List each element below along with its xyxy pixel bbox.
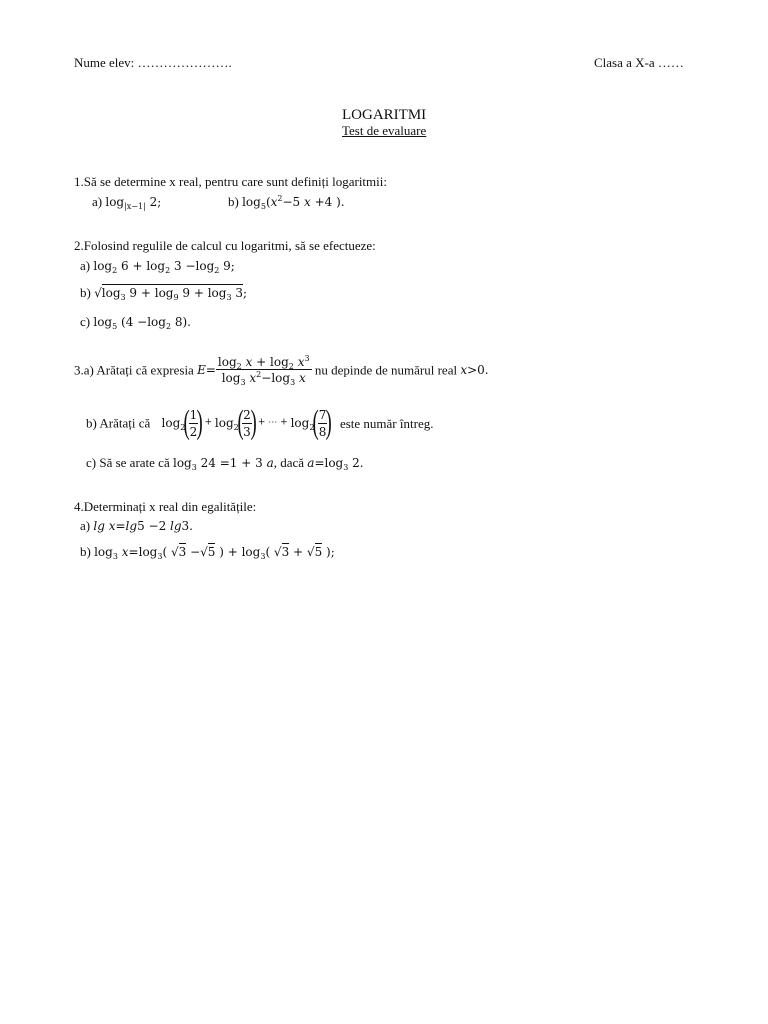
exercise-4-a: a) lg x=lg5 −2 lg3. <box>80 518 193 533</box>
exercise-4-prompt: 4.Determinați x real din egalitățile: <box>74 499 257 514</box>
exercise-3-a-intro: 3.a) Arătați că expresia <box>74 362 194 378</box>
exercise-2-c: c) $\log_5 (4 -\log_2$ 8). <box>80 314 191 331</box>
exercise-3-b: b) Arătați că $\log_2$( $\frac{1}{2}$ ) + $\log_2$( $\frac{2}{3}$ ) + ⋯ + $\log_2$( $\frac{7}{8}$ ) este număr întreg. <box>86 404 434 441</box>
exercise-3-c-mid: , dacă <box>273 455 305 470</box>
exercise-1-b: b) $\log_5(x^2-5$ x +4 ). <box>228 194 345 211</box>
exercise-2-b: b) $√\log_3$ $9 + \log_9 9 + \log_3 3$; <box>80 285 248 302</box>
student-name-line: Nume elev: …………………. <box>74 55 232 70</box>
exercise-3-c-intro: c) Să se arate că <box>86 455 170 470</box>
exercise-3-a-tail: nu depinde de numărul real <box>314 362 458 378</box>
exercise-2-prompt: 2.Folosind regulile de calcul cu logaritmi, să se efectueze: <box>74 238 376 253</box>
exercise-3-a-condition: x>0. <box>460 363 489 377</box>
exercise-3-c: c) Să se arate că $\log_3 24 =1 + 3$ a, dacă $a=\log_3$ 2. <box>86 455 364 472</box>
exercise-3-b-tail: este număr întreg. <box>339 415 434 431</box>
class-line: Clasa a X-a …… <box>594 55 684 70</box>
exercise-3-a: 3.a) Arătați că expresia E= $\frac{\log_2 x + \log_2 x^3}{\log_3 x^2-\log_3 x}$ nu depinde de numărul real x>0. <box>74 354 489 387</box>
exercise-4-b: b) $\log_3 x=\log_3$( √3 −√5 ) + $\log_3$( √3 + √5 ); <box>80 544 335 561</box>
exercise-3-b-intro: b) Arătați că <box>86 415 151 431</box>
page-title: LOGARITMI <box>342 107 427 123</box>
expression-fraction: $\frac{\log_2 x + \log_2 x^3}{\log_3 x^2-\log_3 x}$ <box>217 354 310 387</box>
page-subtitle: Test de evaluare <box>342 123 427 138</box>
exercise-2-a: a) $\log_2 6 + \log_2 3 -\log_2$ 9; <box>80 258 235 275</box>
exercise-1-prompt: 1.Să se determine x real, pentru care sunt definiți logaritmii: <box>74 174 387 189</box>
exercise-1-a: a) $\log_{|x-1|} 2$; <box>92 194 162 211</box>
